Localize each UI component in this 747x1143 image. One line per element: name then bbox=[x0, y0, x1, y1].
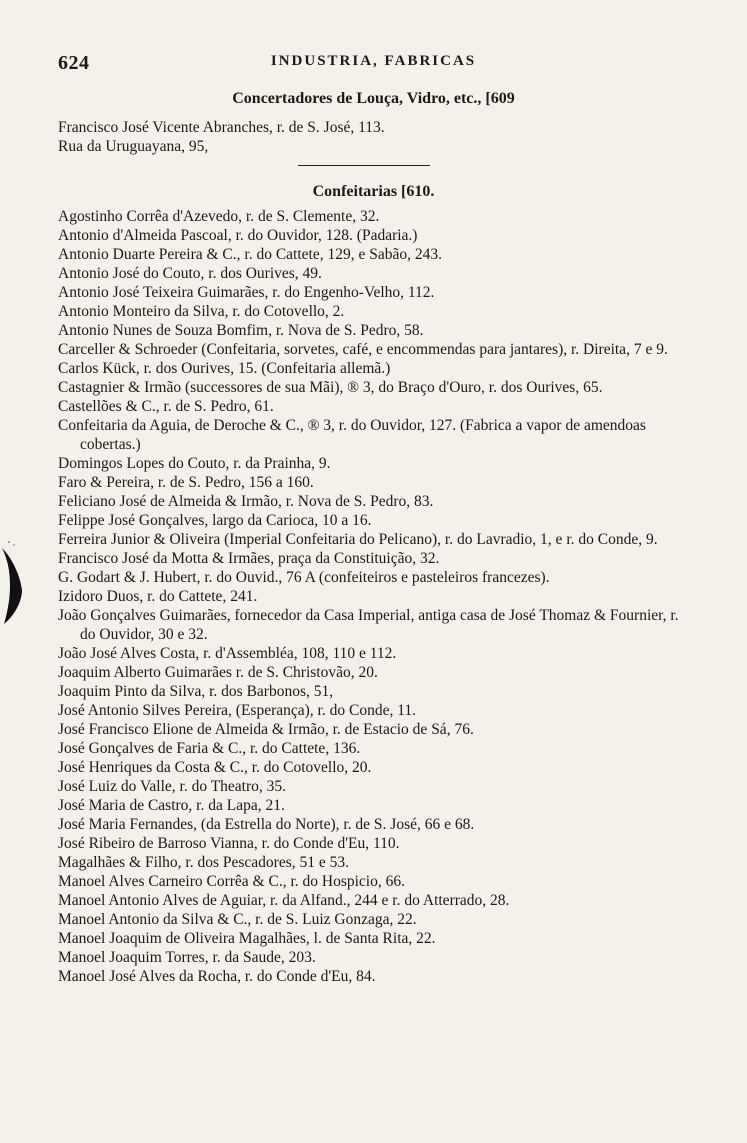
list-item: Joaquim Pinto da Silva, r. dos Barbonos, 51, bbox=[58, 683, 334, 700]
page-number: 624 bbox=[58, 52, 90, 74]
list-item: José Antonio Silves Pereira, (Esperança), r. do Conde, 11. bbox=[58, 702, 417, 719]
list-item: Carceller & Schroeder (Confeitaria, sorvetes, café, e encommendas para jantares), r. Direita, 7 e 9. bbox=[58, 341, 668, 358]
list-item: Confeitaria da Aguia, de Deroche & C., ® 3, r. do Ouvidor, 127. (Fabrica a vapor de amendoas cobertas.) bbox=[58, 417, 646, 453]
margin-ink-blot bbox=[0, 540, 28, 630]
list-item: Magalhães & Filho, r. dos Pescadores, 51 e 53. bbox=[58, 854, 350, 871]
list-item: Antonio Duarte Pereira & C., r. do Cattete, 129, e Sabão, 243. bbox=[58, 246, 442, 263]
list-item: Manoel Antonio Alves de Aguiar, r. da Alfand., 244 e r. do Atterrado, 28. bbox=[58, 892, 510, 909]
list-item: João Gonçalves Guimarães, fornecedor da Casa Imperial, antiga casa de José Thomaz & Fournier, r. do Ouvidor, 30 e 32. bbox=[58, 607, 679, 643]
list-item: Agostinho Corrêa d'Azevedo, r. de S. Clemente, 32. bbox=[58, 208, 380, 225]
section-divider bbox=[298, 165, 430, 166]
list-item: Faro & Pereira, r. de S. Pedro, 156 a 160. bbox=[58, 474, 314, 491]
list-item: Antonio Nunes de Souza Bomfim, r. Nova de S. Pedro, 58. bbox=[58, 322, 424, 339]
list-item: José Ribeiro de Barroso Vianna, r. do Conde d'Eu, 110. bbox=[58, 835, 400, 852]
list-item: Antonio Monteiro da Silva, r. do Cotovello, 2. bbox=[58, 303, 345, 320]
list-item: Antonio José do Couto, r. dos Ourives, 49. bbox=[58, 265, 322, 282]
list-item: José Maria Fernandes, (da Estrella do Norte), r. de S. José, 66 e 68. bbox=[58, 816, 475, 833]
list-item: José Maria de Castro, r. da Lapa, 21. bbox=[58, 797, 285, 814]
list-item: Domingos Lopes do Couto, r. da Prainha, 9. bbox=[58, 455, 331, 472]
list-item: Feliciano José de Almeida & Irmão, r. Nova de S. Pedro, 83. bbox=[58, 493, 434, 510]
list-item: Francisco José Vicente Abranches, r. de S. José, 113. bbox=[58, 119, 385, 136]
list-item: Manoel Joaquim Torres, r. da Saude, 203. bbox=[58, 949, 316, 966]
list-item: Castagnier & Irmão (successores de sua Mãi), ® 3, do Braço d'Ouro, r. dos Ourives, 65. bbox=[58, 379, 603, 396]
list-item: Castellões & C., r. de S. Pedro, 61. bbox=[58, 398, 274, 415]
list-item: Manoel Antonio da Silva & C., r. de S. Luiz Gonzaga, 22. bbox=[58, 911, 417, 928]
list-item: Rua da Uruguayana, 95, bbox=[58, 138, 209, 155]
list-item: Joaquim Alberto Guimarães r. de S. Christovão, 20. bbox=[58, 664, 378, 681]
list-item: Antonio José Teixeira Guimarães, r. do Engenho-Velho, 112. bbox=[58, 284, 435, 301]
list-item: Manoel José Alves da Rocha, r. do Conde d'Eu, 84. bbox=[58, 968, 376, 985]
list-item: José Henriques da Costa & C., r. do Cotovello, 20. bbox=[58, 759, 372, 776]
list-item: Antonio d'Almeida Pascoal, r. do Ouvidor, 128. (Padaria.) bbox=[58, 227, 418, 244]
list-item: Francisco José da Motta & Irmães, praça da Constituição, 32. bbox=[58, 550, 440, 567]
list-item: João José Alves Costa, r. d'Assembléa, 108, 110 e 112. bbox=[58, 645, 397, 662]
list-item: José Luiz do Valle, r. do Theatro, 35. bbox=[58, 778, 287, 795]
list-item: Manoel Joaquim de Oliveira Magalhães, l. de Santa Rita, 22. bbox=[58, 930, 436, 947]
list-item: José Francisco Elione de Almeida & Irmão, r. de Estacio de Sá, 76. bbox=[58, 721, 474, 738]
entry-list-concertadores bbox=[58, 118, 688, 156]
list-item: Ferreira Junior & Oliveira (Imperial Confeitaria do Pelicano), r. do Lavradio, 1, e r. do Conde, 9. bbox=[58, 531, 658, 548]
list-item: Izidoro Duos, r. do Cattete, 241. bbox=[58, 588, 258, 605]
list-item: José Gonçalves de Faria & C., r. do Cattete, 136. bbox=[58, 740, 361, 757]
section-heading-concertadores: Concertadores de Louça, Vidro, etc., [609 bbox=[232, 90, 515, 107]
list-item: G. Godart & J. Hubert, r. do Ouvid., 76 A (confeiteiros e pasteleiros francezes). bbox=[58, 569, 550, 586]
entry-list-confeitarias bbox=[58, 207, 688, 986]
list-item: Felippe José Gonçalves, largo da Carioca, 10 a 16. bbox=[58, 512, 372, 529]
running-head: INDUSTRIA, FABRICAS bbox=[270, 53, 477, 69]
section-heading-confeitarias: Confeitarias [610. bbox=[312, 183, 435, 200]
list-item: Carlos Kück, r. dos Ourives, 15. (Confeitaria allemã.) bbox=[58, 360, 391, 377]
list-item: Manoel Alves Carneiro Corrêa & C., r. do Hospicio, 66. bbox=[58, 873, 405, 890]
